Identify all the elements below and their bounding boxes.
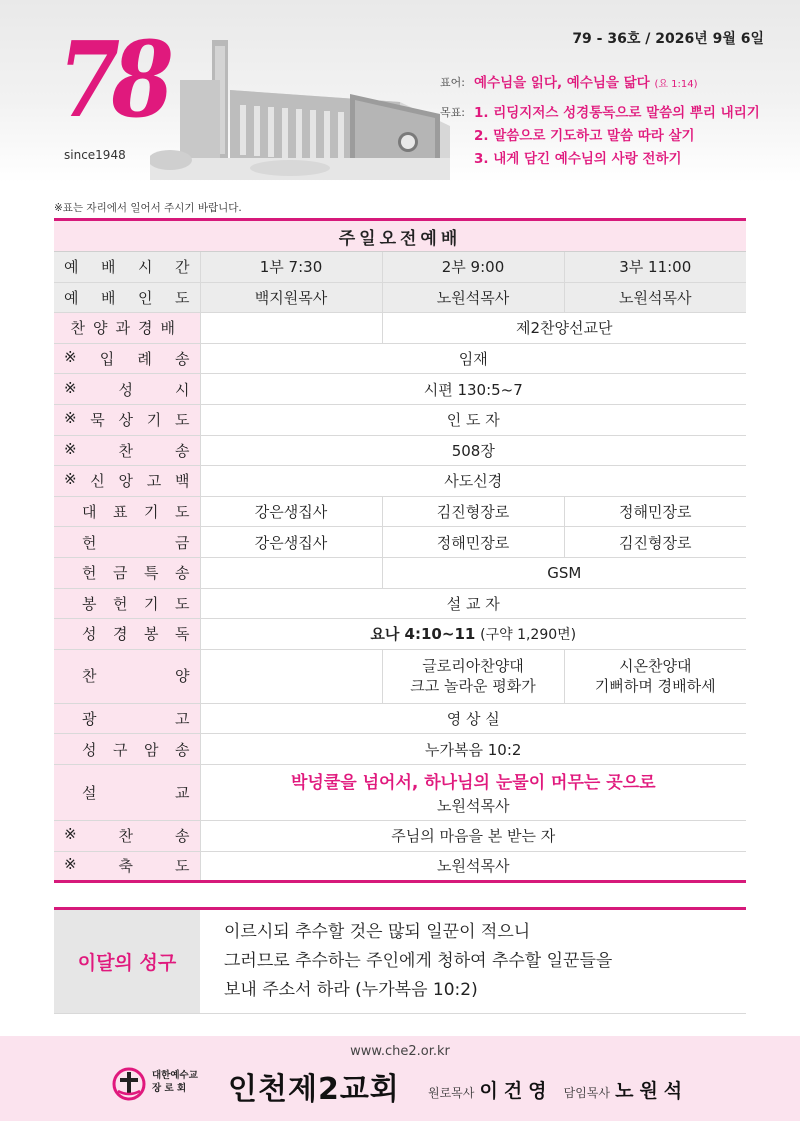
label-char: ※ <box>64 378 77 397</box>
table-cell <box>200 649 382 703</box>
emeritus-name: 이건영 <box>479 1080 553 1102</box>
table-cell: 정해민장로 <box>564 496 746 527</box>
label-char: ※ <box>64 439 77 458</box>
row-label <box>64 623 190 644</box>
label-char: 헌 <box>82 564 97 583</box>
table-cell: 제2찬양선교단 <box>382 313 746 344</box>
row-label <box>64 825 190 846</box>
label-char: ※ <box>64 855 77 874</box>
row-label <box>64 501 190 522</box>
label-char: 간 <box>175 258 190 277</box>
row-label <box>64 782 190 803</box>
label-char: 송 <box>175 740 190 759</box>
label-char: 시 <box>174 380 190 399</box>
label-char: 시 <box>138 258 153 277</box>
row-label <box>64 593 190 614</box>
table-cell: 시편 130:5~7 <box>200 374 746 405</box>
table-cell: 정해민장로 <box>382 527 564 558</box>
standing-notice: ※표는 자리에서 일어서 주시기 바랍니다. <box>54 202 242 214</box>
senior-name: 노원석 <box>615 1080 689 1102</box>
since-label: since1948 <box>64 148 126 162</box>
label-char: 축 <box>118 857 134 876</box>
label-char: 금 <box>175 533 190 552</box>
label-char: 암 <box>144 740 159 759</box>
sermon-cell <box>200 764 746 820</box>
label-char: 양 <box>175 667 190 686</box>
label-char: 배 <box>101 288 116 307</box>
table-row <box>54 619 746 650</box>
table-row <box>54 252 746 283</box>
goal-label: 목표: <box>440 106 465 119</box>
label-char: 도 <box>175 503 190 522</box>
table-row <box>54 649 746 703</box>
label-char: 고 <box>175 710 190 729</box>
table-row <box>54 527 746 558</box>
label-char: 신 <box>90 472 105 491</box>
label-char: 봉 <box>144 625 159 644</box>
table-cell: 인 도 자 <box>200 404 746 435</box>
scripture-page: (구약 1,290면) <box>480 627 577 644</box>
label-char: 예 <box>64 288 79 307</box>
church-name: 인천제2교회 <box>228 1072 400 1107</box>
monthly-verse-text <box>200 910 612 1013</box>
emeritus-label: 원로목사 <box>428 1086 475 1100</box>
table-cell: 주님의 마음을 본 받는 자 <box>200 820 746 851</box>
table-row <box>54 851 746 882</box>
row-label <box>64 562 190 583</box>
label-char: 송 <box>175 564 190 583</box>
service-title: 주일오전예배 <box>54 220 746 252</box>
label-char: 성 <box>82 740 97 759</box>
table-cell: 노원석목사 <box>200 851 746 882</box>
pastors <box>428 1076 688 1103</box>
row-label <box>64 666 190 686</box>
goal-3: 3. 내게 담긴 예수님의 사랑 전하기 <box>474 151 682 167</box>
motto-text: 예수님을 읽다, 예수님을 닮다 <box>474 75 650 91</box>
verse-line: 보내 주소서 하라 (누가복음 10:2) <box>224 980 478 1000</box>
label-char: 도 <box>174 857 190 876</box>
table-cell: 노원석목사 <box>564 282 746 313</box>
label-char: ※ <box>64 825 77 844</box>
label-char: 경 <box>113 625 128 644</box>
label-char: 도 <box>175 594 190 613</box>
label-char: 입 <box>99 350 115 369</box>
denomination <box>152 1069 222 1095</box>
row-label: 찬양과경배 <box>70 319 183 338</box>
table-cell: 강은생집사 <box>200 527 382 558</box>
table-row <box>54 496 746 527</box>
table-cell: 사도신경 <box>200 466 746 497</box>
motto-reference: (요 1:14) <box>654 79 698 90</box>
table-row <box>54 435 746 466</box>
table-row <box>54 764 746 820</box>
label-char: ※ <box>64 409 77 428</box>
table-row <box>54 703 746 734</box>
table-title-row <box>54 220 746 252</box>
table-cell: 김진형장로 <box>382 496 564 527</box>
label-char: 구 <box>113 740 128 759</box>
label-char: 헌 <box>113 594 128 613</box>
table-cell: 백지원목사 <box>200 282 382 313</box>
label-char: 대 <box>82 503 97 522</box>
label-char: 찬 <box>118 827 134 846</box>
label-char: 봉 <box>82 594 97 613</box>
table-cell: 2부 9:00 <box>382 252 564 283</box>
label-char: 독 <box>175 625 190 644</box>
table-row <box>54 820 746 851</box>
label-char: 설 <box>82 783 97 802</box>
row-label <box>64 287 190 308</box>
label-char: 예 <box>64 258 79 277</box>
row-label <box>64 440 190 461</box>
worship-order-table <box>54 218 746 883</box>
choir-anthem-cell: 시온찬양대 기뻐하며 경배하세 <box>564 649 746 703</box>
row-label <box>64 739 190 760</box>
label-char: 송 <box>174 441 190 460</box>
church-footer <box>0 1036 800 1121</box>
denomination-top: 대한예수교 <box>152 1070 198 1081</box>
label-char: 백 <box>174 472 190 491</box>
table-cell: 영 상 실 <box>200 703 746 734</box>
table-row <box>54 374 746 405</box>
label-char: 례 <box>137 350 152 369</box>
table-cell: GSM <box>382 557 746 588</box>
table-cell: 임재 <box>200 343 746 374</box>
label-char: 교 <box>175 783 190 802</box>
verse-line: 그러므로 추수하는 주인에게 청하여 추수할 일꾼들을 <box>224 951 613 971</box>
church-building-illustration <box>150 30 450 180</box>
label-char: 상 <box>118 411 134 430</box>
table-cell <box>200 557 382 588</box>
table-cell: 508장 <box>200 435 746 466</box>
motto-label: 표어: <box>440 76 465 89</box>
row-label <box>64 256 190 277</box>
label-char: 송 <box>174 827 190 846</box>
table-cell: 김진형장로 <box>564 527 746 558</box>
church-emblem-icon <box>112 1067 146 1101</box>
label-char: 기 <box>144 594 159 613</box>
table-cell: 1부 7:30 <box>200 252 382 283</box>
row-label <box>64 470 190 491</box>
table-row <box>54 313 746 344</box>
table-cell: 노원석목사 <box>382 282 564 313</box>
label-char: 표 <box>113 503 128 522</box>
label-char: 찬 <box>82 667 97 686</box>
issue-date: 79 - 36호 / 2026년 9월 6일 <box>572 31 764 47</box>
label-char: 고 <box>146 472 162 491</box>
table-row <box>54 588 746 619</box>
table-row <box>54 734 746 765</box>
label-char: 묵 <box>90 411 105 430</box>
goal-1: 1. 리딩지저스 성경통독으로 말씀의 뿌리 내리기 <box>474 105 760 121</box>
table-row <box>54 557 746 588</box>
scripture-passage: 요나 4:10~11 <box>370 625 476 644</box>
row-label <box>64 409 190 430</box>
row-label <box>64 379 190 400</box>
label-char: 헌 <box>82 533 97 552</box>
label-char: 광 <box>82 710 97 729</box>
sermon-title: 박넝쿨을 넘어서, 하나님의 눈물이 머무는 곳으로 <box>291 773 656 794</box>
label-char: 앙 <box>118 472 134 491</box>
label-char: 성 <box>82 625 97 644</box>
table-row <box>54 466 746 497</box>
senior-label: 담임목사 <box>563 1086 610 1100</box>
table-row <box>54 404 746 435</box>
label-char: 기 <box>146 411 162 430</box>
scripture-reading-cell <box>200 619 746 650</box>
label-char: 찬 <box>118 441 134 460</box>
bulletin-header <box>0 0 800 183</box>
monthly-verse-label: 이달의 성구 <box>54 910 200 1013</box>
row-label <box>64 855 190 876</box>
motto <box>474 71 698 91</box>
label-char: 송 <box>175 350 190 369</box>
denomination-bottom: 장 로 회 <box>152 1083 187 1094</box>
table-cell <box>200 313 382 344</box>
row-label <box>64 532 190 553</box>
row-label <box>64 348 190 369</box>
label-char: 특 <box>144 564 159 583</box>
monthly-verse-box <box>54 907 746 1014</box>
label-char: 기 <box>144 503 159 522</box>
table-cell: 강은생집사 <box>200 496 382 527</box>
label-char: 도 <box>175 288 190 307</box>
label-char: 도 <box>174 411 190 430</box>
choir-anthem-cell: 글로리아찬양대 크고 놀라운 평화가 <box>382 649 564 703</box>
sermon-preacher: 노원석목사 <box>437 797 510 816</box>
table-cell: 3부 11:00 <box>564 252 746 283</box>
table-cell: 설 교 자 <box>200 588 746 619</box>
goal-2: 2. 말씀으로 기도하고 말씀 따라 살기 <box>474 128 695 144</box>
table-cell: 누가복음 10:2 <box>200 734 746 765</box>
anniversary-logo: 78 <box>58 18 166 141</box>
label-char: 배 <box>101 258 116 277</box>
label-char: ※ <box>64 470 77 489</box>
table-row <box>54 282 746 313</box>
church-website-link[interactable]: www.che2.or.kr <box>350 1044 450 1059</box>
label-char: ※ <box>64 348 77 367</box>
row-label <box>64 708 190 729</box>
verse-line: 이르시되 추수할 것은 많되 일꾼이 적으니 <box>224 922 531 942</box>
table-row <box>54 343 746 374</box>
label-char: 성 <box>118 380 134 399</box>
label-char: 인 <box>138 288 153 307</box>
label-char: 금 <box>113 564 128 583</box>
